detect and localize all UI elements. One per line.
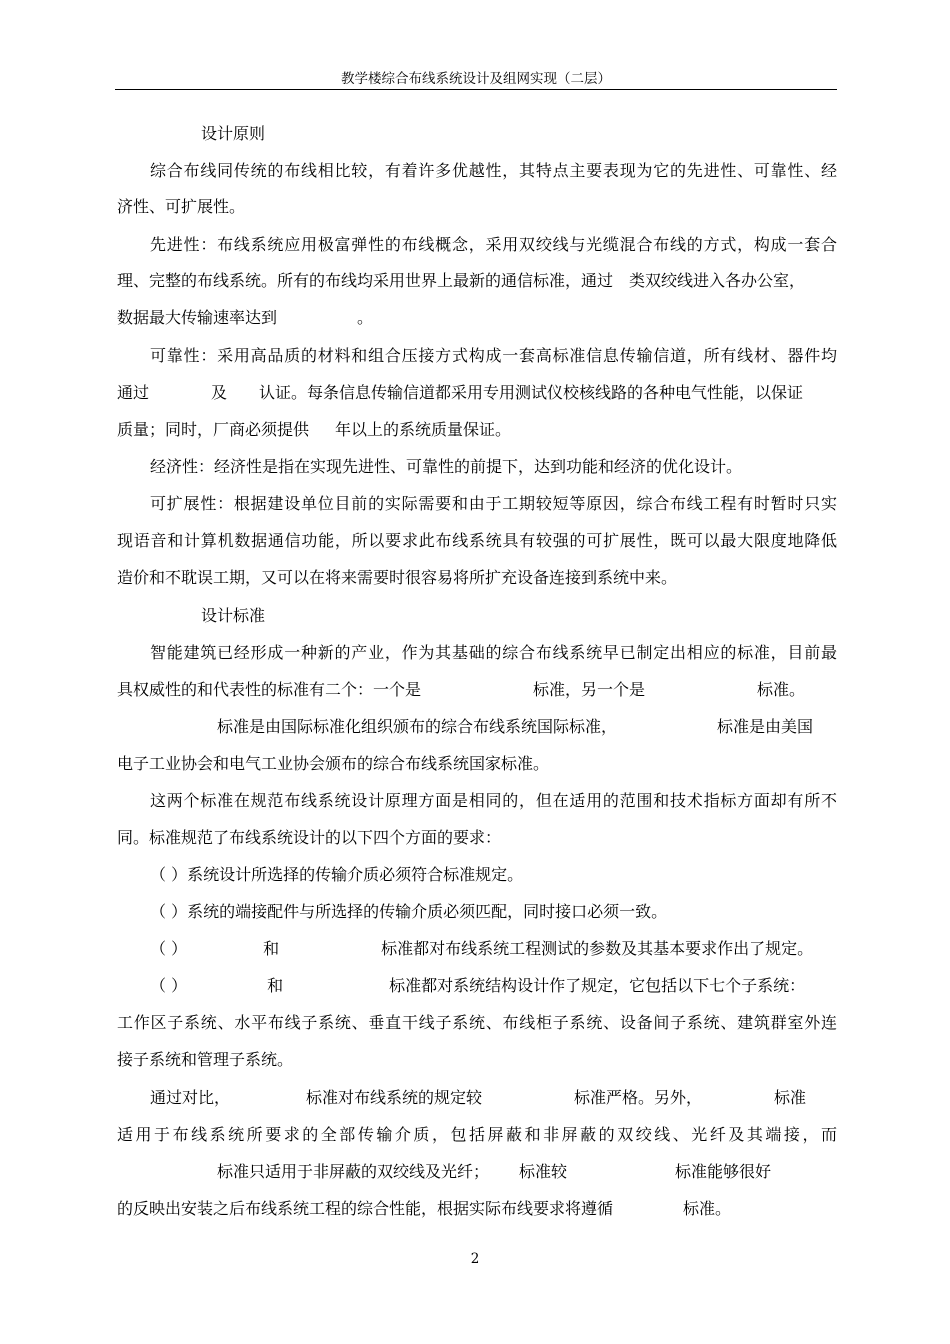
section-heading-principles: 设计原则 bbox=[201, 124, 266, 143]
text-run: 通过对比， bbox=[150, 1088, 231, 1107]
paragraph-line: 先进性：布线系统应用极富弹性的布线概念，采用双绞线与光缆混合布线的方式，构成一套合 bbox=[150, 235, 837, 254]
paragraph-line: 济性、可扩展性。 bbox=[117, 197, 246, 216]
text-run: 标准能够很好 bbox=[675, 1162, 772, 1181]
text-run: 。 bbox=[357, 308, 374, 327]
text-run: 及 bbox=[211, 383, 228, 402]
paragraph-line: 智能建筑已经形成一种新的产业，作为其基础的综合布线系统早已制定出相应的标准，目前最 bbox=[150, 643, 837, 662]
text-run: 具权威性的和代表性的标准有二个：一个是 bbox=[117, 680, 422, 699]
text-run: 标准对布线系统的规定较 bbox=[306, 1088, 483, 1107]
paragraph-line: 可扩展性：根据建设单位目前的实际需要和由于工期较短等原因，综合布线工程有时暂时只实 bbox=[150, 494, 837, 513]
paragraph-line bbox=[117, 269, 837, 293]
text-run: 标准严格。另外， bbox=[574, 1088, 703, 1107]
list-item: （ ）系统的端接配件与所选择的传输介质必须匹配，同时接口必须一致。 bbox=[150, 902, 668, 921]
text-run: 标准 bbox=[774, 1088, 807, 1107]
text-run: 理、完整的布线系统。所有的布线均采用世界上最新的通信标准，通过 bbox=[117, 271, 614, 290]
paragraph-line bbox=[117, 418, 837, 442]
text-run: 标准都对系统结构设计作了规定，它包括以下七个子系统： bbox=[389, 976, 806, 995]
paragraph-line: 适用于布线系统所要求的全部传输介质，包括屏蔽和非屏蔽的双绞线、光纤及其端接，而 bbox=[117, 1125, 837, 1144]
text-run: 年以上的系统质量保证。 bbox=[335, 420, 512, 439]
text-run: 通过 bbox=[117, 383, 150, 402]
text-run: 质量；同时，厂商必须提供 bbox=[117, 420, 310, 439]
paragraph-line: 工作区子系统、水平布线子系统、垂直干线子系统、布线柜子系统、设备间子系统、建筑群室外连 bbox=[117, 1013, 837, 1032]
text-run: 标准只适用于非屏蔽的双绞线及光纤； bbox=[217, 1162, 490, 1181]
paragraph-line: 经济性：经济性是指在实现先进性、可靠性的前提下，达到功能和经济的优化设计。 bbox=[150, 457, 743, 476]
paragraph-line: 这两个标准在规范布线系统设计原理方面是相同的，但在适用的范围和技术指标方面却有所不 bbox=[150, 791, 837, 810]
text-run: 的反映出安装之后布线系统工程的综合性能，根据实际布线要求将遵循 bbox=[117, 1199, 614, 1218]
paragraph-line bbox=[117, 381, 837, 405]
paragraph-line: 可靠性：采用高品质的材料和组合压接方式构成一套高标准信息传输信道，所有线材、器件均 bbox=[150, 346, 837, 365]
paragraph-line bbox=[117, 1160, 837, 1184]
text-run: 认证。每条信息传输信道都采用专用测试仪校核线路的各种电气性能，以保证 bbox=[259, 383, 804, 402]
running-header: 教学楼综合布线系统设计及组网实现（二层） bbox=[341, 71, 611, 87]
paragraph-line: 电子工业协会和电气工业协会颁布的综合布线系统国家标准。 bbox=[117, 754, 550, 773]
paragraph-line: 同。标准规范了布线系统设计的以下四个方面的要求： bbox=[117, 828, 502, 847]
paragraph-line bbox=[117, 1086, 837, 1110]
text-run: 标准较 bbox=[519, 1162, 568, 1181]
text-run: 和 bbox=[263, 939, 280, 958]
text-run: 类双绞线进入各办公室， bbox=[629, 271, 806, 290]
text-run: 标准是由美国 bbox=[717, 717, 814, 736]
list-item: （ ）系统设计所选择的传输介质必须符合标准规定。 bbox=[150, 865, 524, 884]
list-item bbox=[117, 974, 837, 998]
paragraph-line: 造价和不耽误工期，又可以在将来需要时很容易将所扩充设备连接到系统中来。 bbox=[117, 568, 678, 587]
text-run: 标准是由国际标准化组织颁布的综合布线系统国际标准， bbox=[217, 717, 618, 736]
paragraph-line bbox=[117, 306, 837, 330]
header-rule bbox=[115, 89, 837, 90]
text-run: （ ） bbox=[150, 939, 188, 958]
page-number: 2 bbox=[470, 1251, 480, 1267]
paragraph-line: 接子系统和管理子系统。 bbox=[117, 1050, 294, 1069]
paragraph-line bbox=[117, 678, 837, 702]
text-run: 标准，另一个是 bbox=[533, 680, 646, 699]
text-run: （ ） bbox=[150, 976, 188, 995]
text-run: 数据最大传输速率达到 bbox=[117, 308, 278, 327]
list-item bbox=[117, 937, 837, 961]
section-heading-standards: 设计标准 bbox=[201, 606, 266, 625]
text-run: 和 bbox=[267, 976, 284, 995]
paragraph-line: 综合布线同传统的布线相比较，有着许多优越性，其特点主要表现为它的先进性、可靠性、经 bbox=[150, 161, 837, 180]
text-run: 标准。 bbox=[757, 680, 806, 699]
text-run: 标准。 bbox=[683, 1199, 732, 1218]
paragraph-line: 现语音和计算机数据通信功能，所以要求此布线系统具有较强的可扩展性，既可以最大限度地降低 bbox=[117, 531, 837, 550]
text-run: 标准都对布线系统工程测试的参数及其基本要求作出了规定。 bbox=[381, 939, 814, 958]
paragraph-line bbox=[117, 1197, 837, 1221]
paragraph-line bbox=[117, 715, 837, 739]
